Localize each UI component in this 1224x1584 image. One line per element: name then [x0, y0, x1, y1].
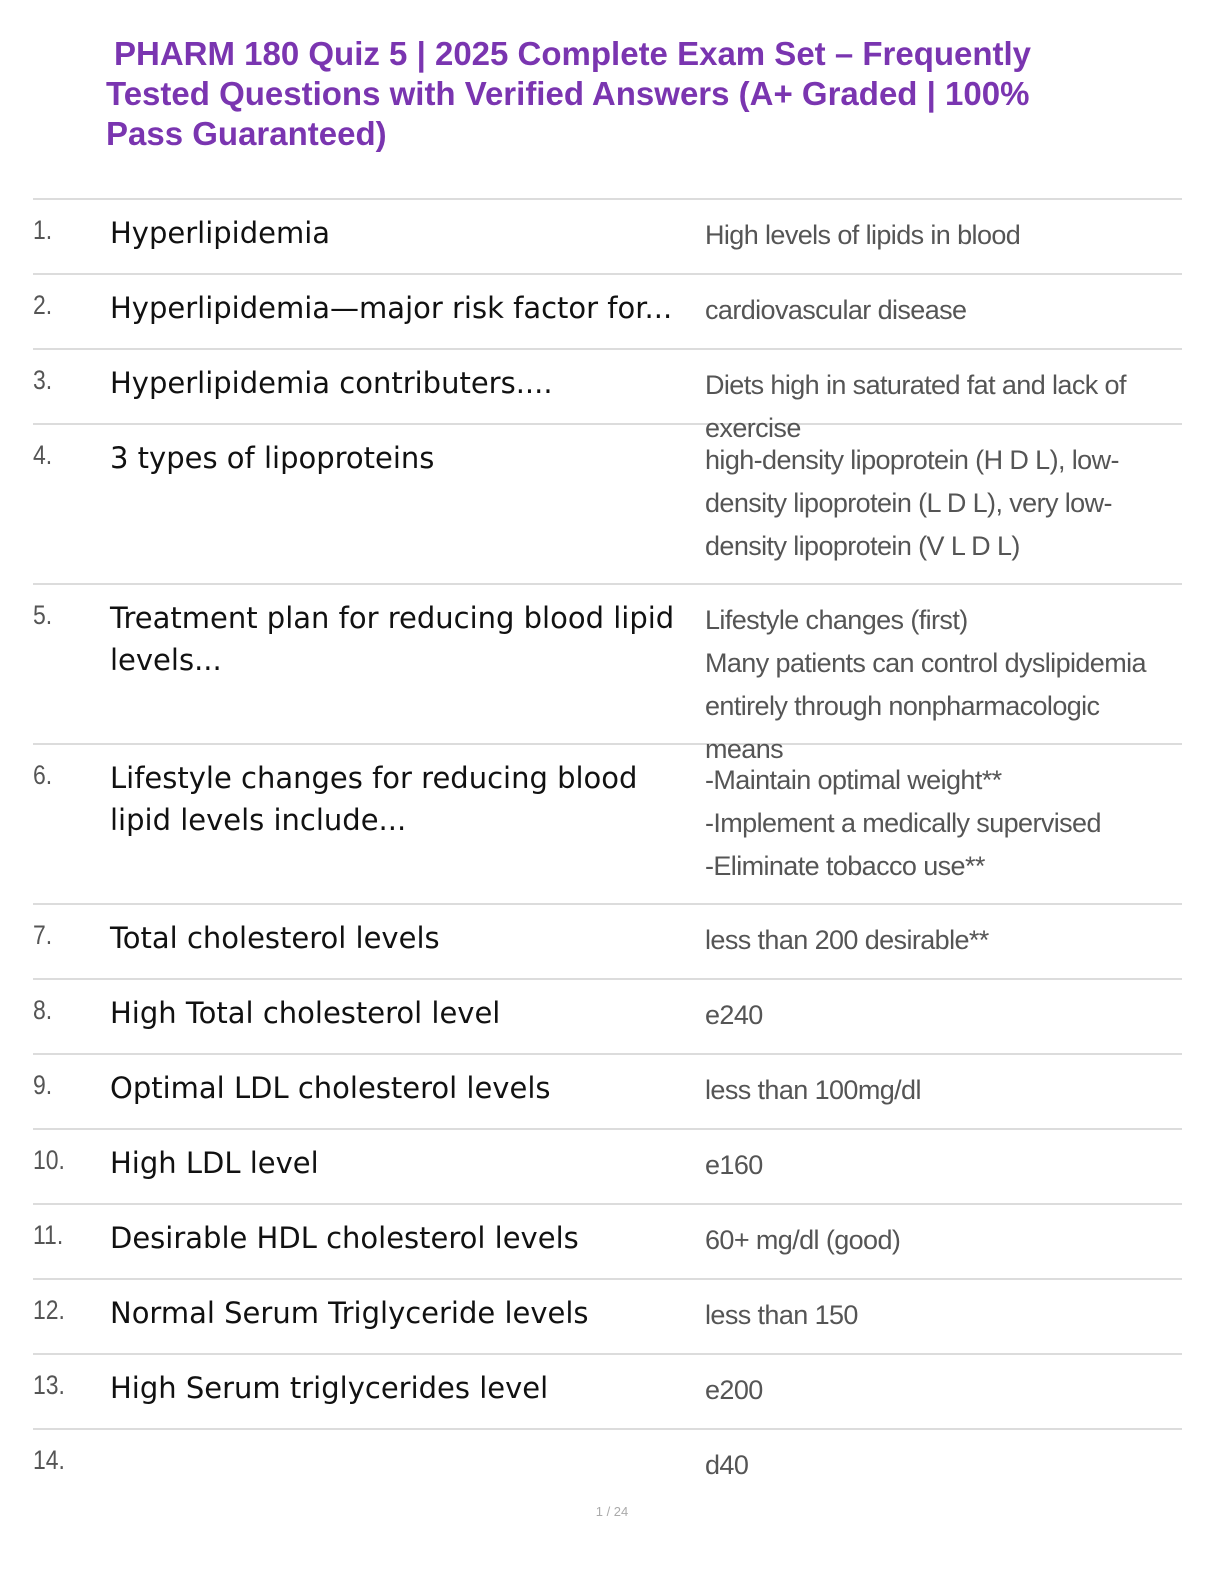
card-row	[33, 350, 1182, 443]
card-term: High Serum triglycerides level	[110, 1371, 549, 1405]
card-row	[33, 425, 1182, 585]
title-line-2: Tested Questions with Verified Answers (A+ Graded | 100%	[106, 75, 1030, 112]
card-term: Hyperlipidemia—major risk factor for...	[110, 291, 673, 325]
card-term: High LDL level	[110, 1146, 319, 1180]
card-number: 8.	[33, 995, 53, 1025]
card-row	[33, 200, 1182, 275]
card-definition: e200	[705, 1375, 763, 1405]
card-definition: -Maintain optimal weight** -Implement a medically supervised -Eliminate tobacco use**	[705, 765, 1101, 881]
card-definition: Diets high in saturated fat and lack of exercise	[705, 370, 1126, 443]
card-term: High Total cholesterol level	[110, 996, 501, 1030]
card-definition: less than 150	[705, 1300, 858, 1330]
card-term: Desirable HDL cholesterol levels	[110, 1221, 579, 1255]
card-term: Treatment plan for reducing blood lipid levels...	[110, 601, 675, 677]
title-line-1: PHARM 180 Quiz 5 | 2025 Complete Exam Set – Frequently	[114, 35, 1032, 72]
card-definition: high-density lipoprotein (H D L), low-density lipoprotein (L D L), very low-density lipoprotein (V L D L)	[705, 445, 1119, 561]
card-definition: cardiovascular disease	[705, 295, 967, 325]
card-definition: d40	[705, 1450, 749, 1480]
card-definition: 60+ mg/dl (good)	[705, 1225, 901, 1255]
card-term: Optimal LDL cholesterol levels	[110, 1071, 551, 1105]
card-definition: Lifestyle changes (first) Many patients can control dyslipidemia entirely through nonpharmacologic means	[705, 605, 1146, 764]
card-row	[33, 1280, 1182, 1355]
card-number: 14.	[33, 1445, 65, 1475]
card-row	[33, 1430, 1182, 1505]
card-term: Hyperlipidemia	[110, 216, 331, 250]
card-number: 10.	[33, 1145, 65, 1175]
card-number: 7.	[33, 920, 53, 950]
card-number: 11.	[33, 1220, 64, 1250]
card-row	[33, 275, 1182, 350]
card-term	[110, 1430, 705, 1505]
card-number: 6.	[33, 760, 53, 790]
card-term: Lifestyle changes for reducing blood lipid levels include...	[110, 761, 638, 837]
card-term: Total cholesterol levels	[110, 921, 440, 955]
card-term: Normal Serum Triglyceride levels	[110, 1296, 589, 1330]
card-number: 9.	[33, 1070, 53, 1100]
card-row	[33, 1205, 1182, 1280]
card-row	[33, 585, 1182, 764]
card-number: 2.	[33, 290, 53, 320]
card-number: 3.	[33, 365, 53, 395]
card-row	[33, 1055, 1182, 1130]
card-number: 12.	[33, 1295, 65, 1325]
flashcard-list	[33, 198, 1182, 1505]
card-row	[33, 905, 1182, 980]
card-row	[33, 980, 1182, 1055]
title-line-3: Pass Guaranteed)	[106, 115, 387, 152]
card-row	[33, 1130, 1182, 1205]
card-term: Hyperlipidemia contributers....	[110, 366, 553, 400]
card-definition: e240	[705, 1000, 763, 1030]
card-definition: e160	[705, 1150, 763, 1180]
card-row	[33, 1355, 1182, 1430]
card-definition: less than 200 desirable**	[705, 925, 989, 955]
card-definition: High levels of lipids in blood	[705, 220, 1021, 250]
card-number: 4.	[33, 440, 53, 470]
card-term: 3 types of lipoproteins	[110, 441, 435, 475]
page-number: 1 / 24	[595, 1504, 629, 1519]
card-row	[33, 745, 1182, 905]
card-number: 5.	[33, 600, 53, 630]
card-definition: less than 100mg/dl	[705, 1075, 921, 1105]
page-title	[106, 34, 1116, 154]
card-number: 1.	[33, 215, 53, 245]
card-number: 13.	[33, 1370, 65, 1400]
